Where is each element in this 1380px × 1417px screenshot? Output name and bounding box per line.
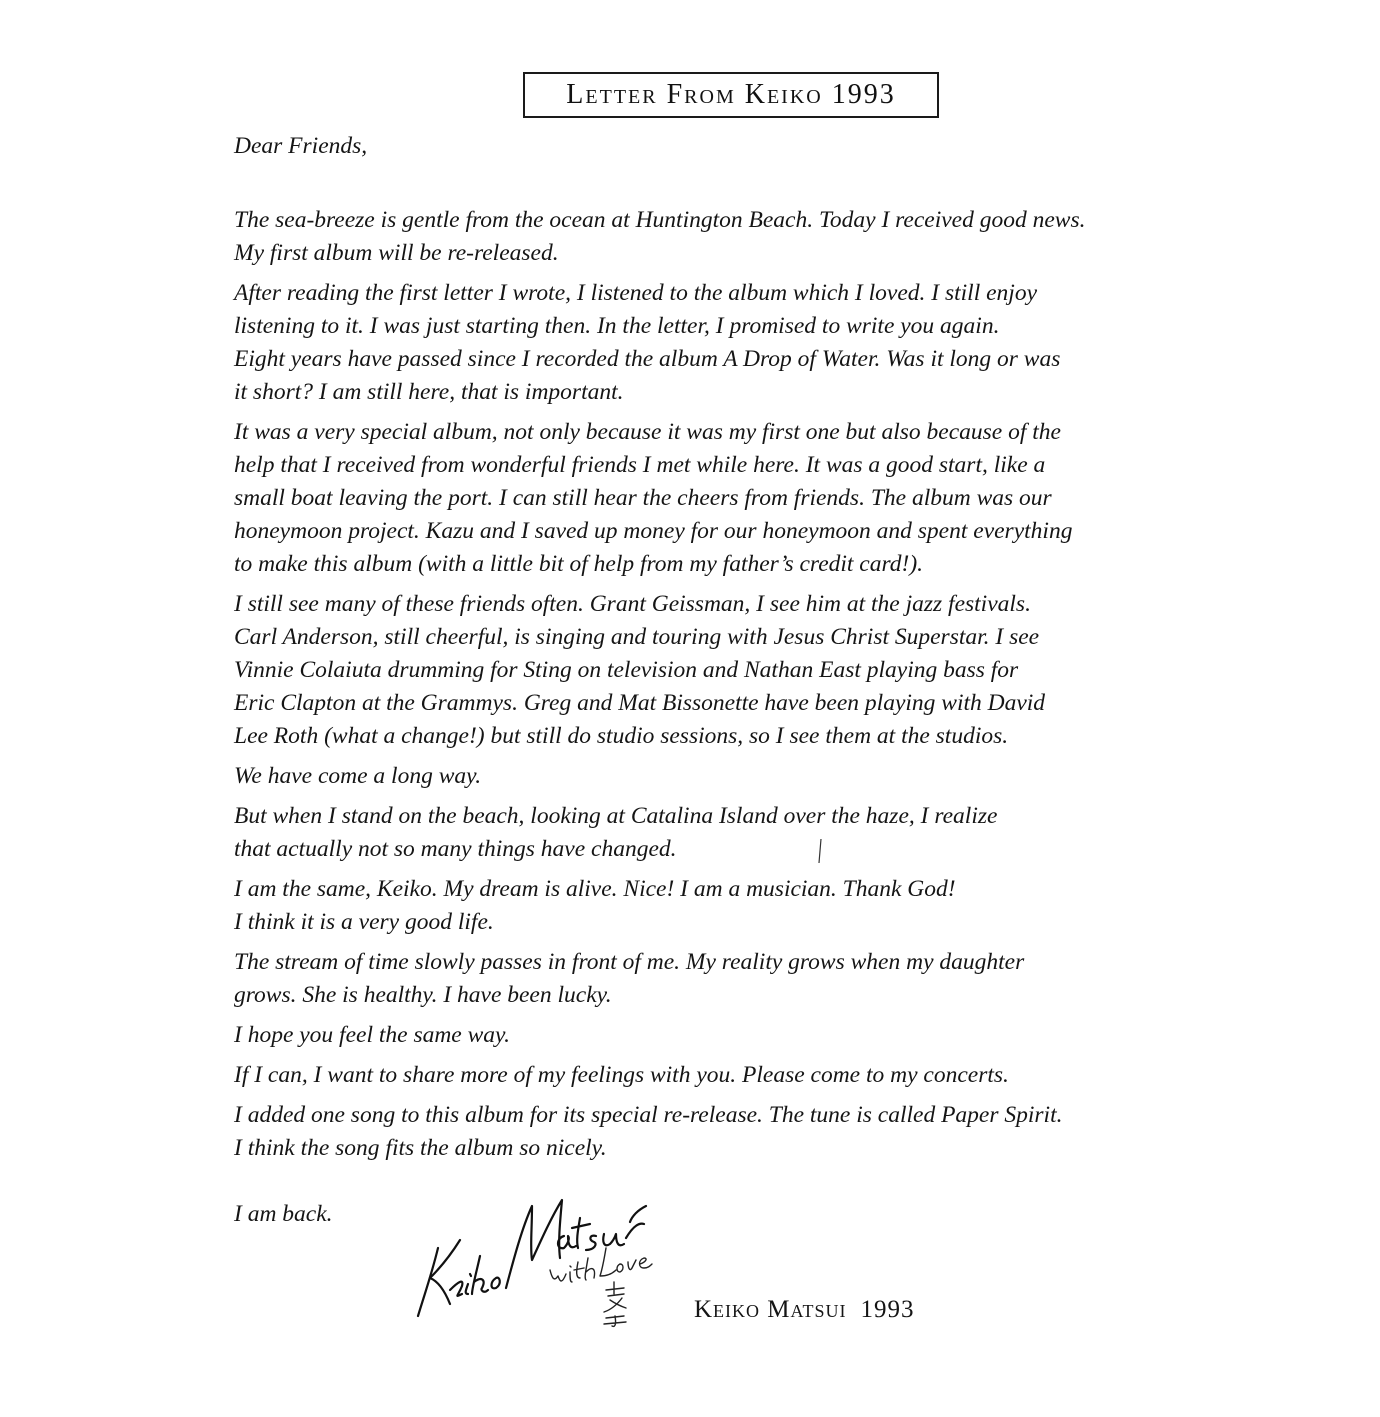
- paragraph-4: [234, 588, 1234, 753]
- paragraph-8: [234, 946, 1234, 1012]
- paragraph-line: Carl Anderson, still cheerful, is singing and touring with Jesus Christ Superstar. I see: [234, 624, 1040, 650]
- paragraph-9: [234, 1019, 1234, 1052]
- paragraph-line: Vinnie Colaiuta drumming for Sting on television and Nathan East playing bass for: [234, 657, 1019, 683]
- paragraph-line: But when I stand on the beach, looking at Catalina Island over the haze, I realize: [234, 803, 998, 829]
- paragraph-line: listening to it. I was just starting then. In the letter, I promised to write you again.: [234, 313, 1000, 339]
- paragraph-line: I think it is a very good life.: [234, 909, 494, 935]
- paragraph-line: The sea-breeze is gentle from the ocean at Huntington Beach. Today I received good news.: [234, 207, 1086, 233]
- paragraph-1: [234, 204, 1234, 270]
- paragraph-10: [234, 1059, 1234, 1092]
- paragraph-line: I think the song fits the album so nicely.: [234, 1135, 607, 1161]
- paragraph-line: If I can, I want to share more of my feelings with you. Please come to my concerts.: [234, 1062, 1009, 1088]
- closing-line: I am back.: [234, 1201, 333, 1227]
- paragraph-line: to make this album (with a little bit of help from my father’s credit card!).: [234, 551, 924, 577]
- paragraph-line: I am the same, Keiko. My dream is alive. Nice! I am a musician. Thank God!: [234, 876, 956, 902]
- pen-mark: [818, 838, 822, 864]
- footer-name: Keiko Matsui: [694, 1296, 847, 1323]
- handwritten-signature: [410, 1178, 670, 1328]
- paragraph-2: [234, 277, 1234, 409]
- paragraph-line: help that I received from wonderful friends I met while here. It was a good start, like a: [234, 452, 1046, 478]
- paragraph-line: I still see many of these friends often. Grant Geissman, I see him at the jazz festivals.: [234, 591, 1031, 617]
- paragraph-line: We have come a long way.: [234, 763, 482, 789]
- salutation: Dear Friends,: [234, 133, 368, 159]
- paragraph-line: small boat leaving the port. I can still hear the cheers from friends. The album was our: [234, 485, 1052, 511]
- paragraph-line: It was a very special album, not only because it was my first one but also because of the: [234, 419, 1061, 445]
- paragraph-line: Eric Clapton at the Grammys. Greg and Mat Bissonette have been playing with David: [234, 690, 1046, 716]
- letter-body: [234, 130, 1234, 1172]
- paragraph-line: My first album will be re-released.: [234, 240, 559, 266]
- footer-signature: [694, 1296, 915, 1324]
- paragraph-line: I added one song to this album for its special re-release. The tune is called Paper Spirit.: [234, 1102, 1063, 1128]
- paragraph-line: After reading the first letter I wrote, I listened to the album which I loved. I still enjoy: [234, 280, 1037, 306]
- paragraph-line: The stream of time slowly passes in front of me. My reality grows when my daughter: [234, 949, 1025, 975]
- paragraph-7: [234, 873, 1234, 939]
- paragraph-line: it short? I am still here, that is important.: [234, 379, 624, 405]
- paragraph-11: [234, 1099, 1234, 1165]
- paragraph-line: Eight years have passed since I recorded the album A Drop of Water. Was it long or was: [234, 346, 1061, 372]
- paragraph-line: Lee Roth (what a change!) but still do studio sessions, so I see them at the studios.: [234, 723, 1009, 749]
- paragraph-line: grows. She is healthy. I have been lucky.: [234, 982, 612, 1008]
- paragraph-line: that actually not so many things have changed.: [234, 836, 677, 862]
- paragraph-3: [234, 416, 1234, 581]
- paragraph-6: [234, 800, 1234, 866]
- letter-title: Letter From Keiko 1993: [566, 79, 896, 110]
- paragraph-5: [234, 760, 1234, 793]
- paragraph-line: I hope you feel the same way.: [234, 1022, 511, 1048]
- letter-title-box: [523, 72, 939, 118]
- paragraph-line: honeymoon project. Kazu and I saved up money for our honeymoon and spent everything: [234, 518, 1073, 544]
- footer-year: 1993: [860, 1296, 915, 1323]
